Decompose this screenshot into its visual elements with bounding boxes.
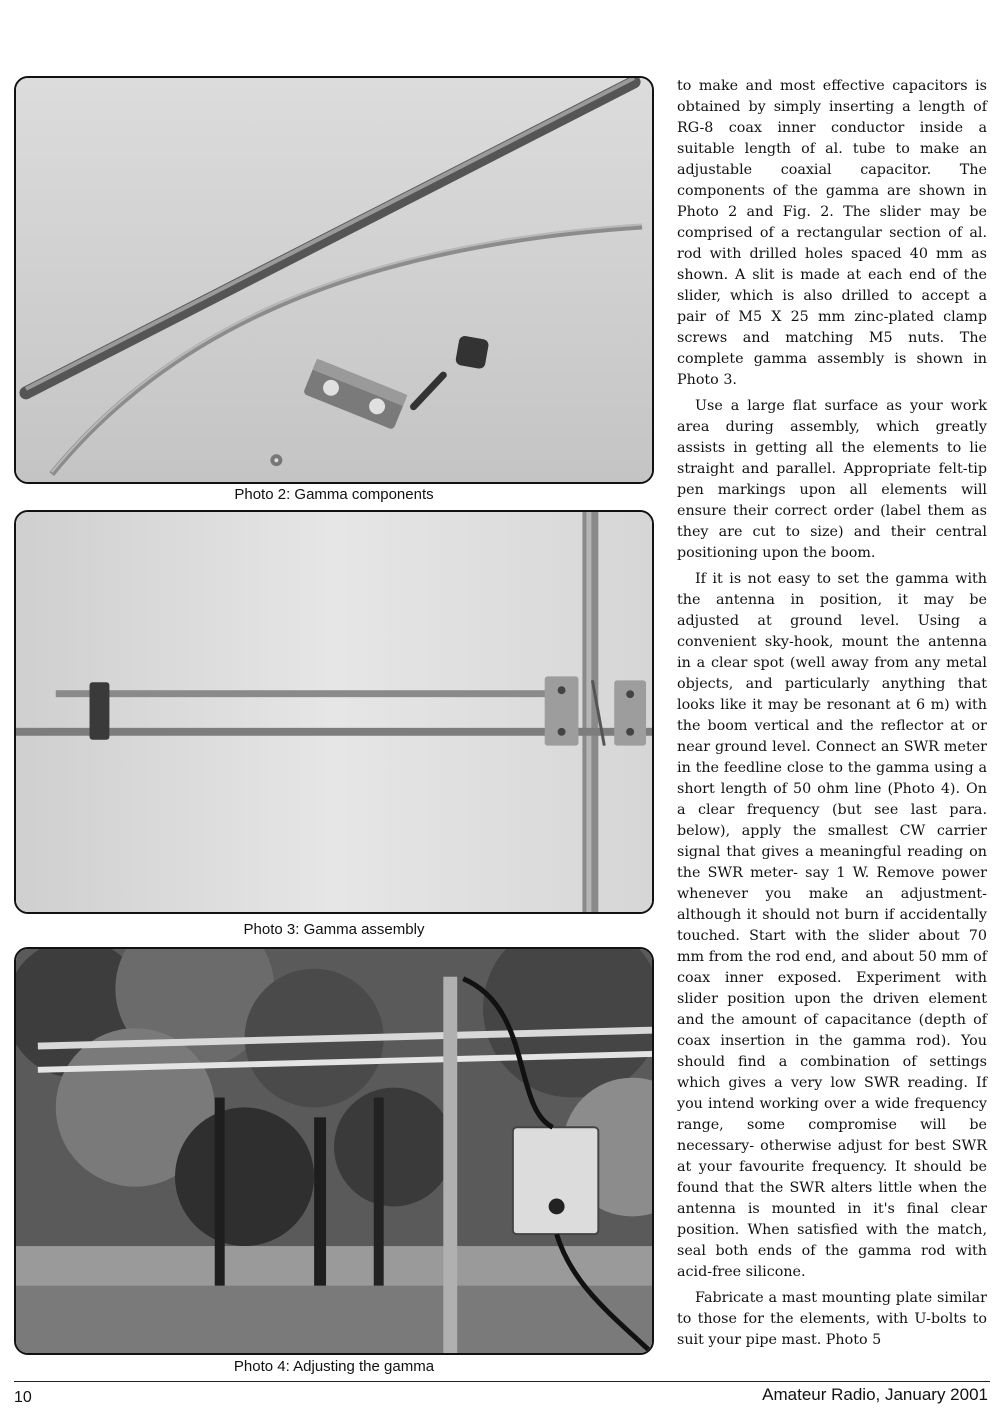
photo-gamma-assembly [14,510,654,914]
adjusting-gamma-image [16,949,652,1353]
photo-gamma-components [14,76,654,484]
caption-photo-4: Photo 4: Adjusting the gamma [233,1358,435,1375]
article-paragraph: Use a large flat surface as your work area during assembly, which greatly assists in getting all the elements to lie straight and parallel. Appropriate felt-tip pen markings upon all elements will ensure their correct order (label them as they are cut to size) and their central positioning upon the boom. [677,398,987,561]
article-paragraph: Fabricate a mast mounting plate similar to those for the elements, with U-bolts to suit your pipe mast. Photo 5 [677,1290,987,1348]
publication-footer: Amateur Radio, January 2001 [762,1385,988,1404]
photo-adjusting-gamma [14,947,654,1355]
article-paragraph: to make and most effective capacitors is obtained by simply inserting a length of RG-8 coax inner conductor inside a suitable length of al. tube to make an adjustable coaxial capacitor. The components of the gamma are shown in Photo 2 and Fig. 2. The slider may be comprised of a rectangular section of al. rod with drilled holes spaced 40 mm as shown. A slit is made at each end of the slider, which is also drilled to accept a pair of M5 X 25 mm zinc-plated clamp screws and matching M5 nuts. The complete gamma assembly is shown in Photo 3. [677,78,987,388]
caption-photo-2: Photo 2: Gamma components [234,486,434,503]
gamma-assembly-image [16,512,652,912]
gamma-components-image [16,78,652,482]
article-text-column [677,76,987,1356]
caption-photo-3: Photo 3: Gamma assembly [243,921,425,938]
article-paragraph: If it is not easy to set the gamma with the antenna in position, it may be adjusted at ground level. Using a convenient sky-hook, mount the antenna in a clear spot (well away from any metal objects, and particularly anything that looks like it may be resonant at 6 m) with the boom vertical and the reflector at or near ground level. Connect an SWR meter in the feedline close to the gamma using a short length of 50 ohm line (Photo 4). On a clear frequency (but see last para. below), apply the smallest CW carrier signal that gives a meaningful reading on the SWR meter- say 1 W. Remove power whenever you make an adjustment- although it should not burn if accidentally touched. Start with the slider about 70 mm from the rod end, and about 50 mm of coax inner exposed. Experiment with slider position upon the driven element and the amount of capacitance (depth of coax insertion in the gamma rod). You should find a combination of settings which gives a very low SWR reading. If you intend working over a wide frequency range, some compromise will be necessary- otherwise adjust for best SWR at your favourite frequency. It should be found that the SWR alters little when the antenna is mounted in it's final clear position. When satisfied with the match, seal both ends of the gamma rod with acid-free silicone. [677,571,987,1280]
footer-rule [14,1381,990,1382]
page-number: 10 [14,1389,32,1406]
